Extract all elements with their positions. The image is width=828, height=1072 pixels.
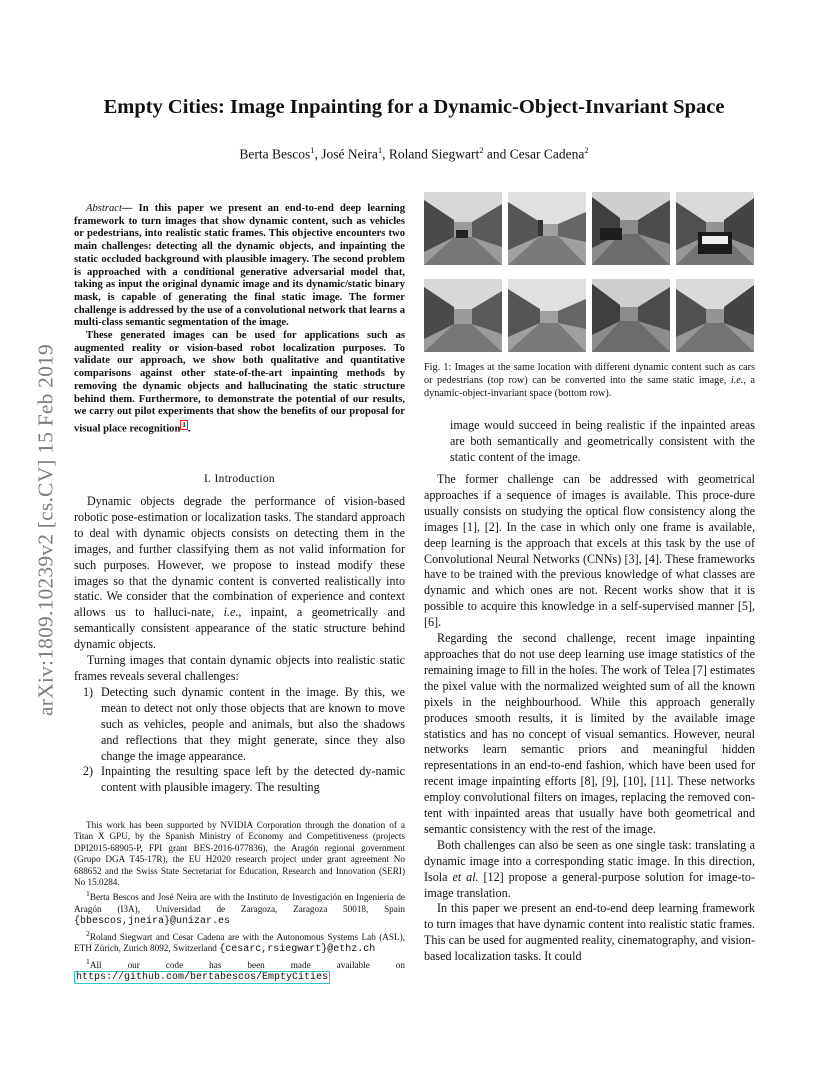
body-paragraph: The former challenge can be addressed with geometrical approaches if a sequence of images is available. This proce-dure usually consists on studying the optical flow consistency along the images [1], [2]. In the case in which only one frame is available, deep learning is the approach that excels at this task by the use of Convolutional Neural Networks (CNNs) [3], [4]. These frameworks have to be trained with the previous knowledge of what classes are dynamic and which ones are not. Recent works show that it is possible to acquire this knowledge in a self-supervised manner [5], [6]. (424, 472, 755, 630)
footnote-affiliation: $^2$Roland Siegwart and Cesar Cadena are with the Autonomous Systems Lab (ASL), ETH Zürich, Zurich 8092, Switzerland {cesarc,rsiegwart}@ethz.ch (74, 928, 405, 956)
street-photo-dynamic (424, 192, 502, 265)
author-affiliation: 1 (310, 145, 315, 155)
arxiv-stamp-text: arXiv:1809.10239v2 [cs.CV] 15 Feb 2019 (33, 344, 58, 716)
footnote-funding: This work has been supported by NVIDIA Corporation through the donation of a Titan X GPU, by the Spanish Ministry of Economy and Competitiveness (projects DPI2015-68905-P, FPI grant BES-2016-077836), the Aragón regional government (Grupo DGA T45-17R), the EU H2020 research project under grant agreement No 688652 and the Swiss State Secretariat for Education, Research and Innovation (SERI) No 15.0284. (74, 820, 405, 888)
footnote-affiliation: $^1$Berta Bescos and José Neira are with the Instituto de Investigación en Ingeniería de Aragón (I3A), Universidad de Zaragoza, Zaragoza 50018, Spain {bbescos,jneira}@unizar.es (74, 889, 405, 928)
author-affiliation: 1 (377, 145, 383, 155)
github-link[interactable]: https://github.com/bertabescos/EmptyCities (76, 972, 329, 984)
figure-1 (424, 192, 755, 352)
street-photo-static (592, 279, 670, 352)
list-item: 2) Inpainting the resulting space left by the detected dy-namic content with plausible imagery. The resulting (83, 764, 405, 795)
arxiv-stamp (26, 285, 66, 775)
author-name: Berta Bescos (239, 146, 311, 162)
street-photo-dynamic (676, 192, 754, 265)
body-paragraph: In this paper we present an end-to-end deep learning framework to turn images that have dynamic content into realistic static frames. This can be used for augmented reality, cinematography, and vision-based localization tasks. It could (424, 901, 755, 964)
author-affiliation: 2 (479, 145, 484, 155)
section-heading: I. Introduction (204, 473, 275, 485)
author-list: Berta Bescos$^1$, José Neira$^1$, Roland Siegwart$^2$ and Cesar Cadena$^2$ (239, 145, 589, 162)
author-name: Cesar Cadena (509, 146, 585, 162)
list-item: 1) Detecting such dynamic content in the image. By this, we mean to detect not only those objects that are known to move such as vehicles, people and animals, but also the shadows and reflections that they might generate, since they also change the image appearance. (83, 684, 405, 763)
body-paragraph: Regarding the second challenge, recent image inpainting approaches that do not use deep learning use image statistics of the remaining image to fill in the holes. The work of Telea [7] estimates the pixel value with the normalized weighted sum of all the known pixels in the neighbourhood. While this approach generally produces smooth results, it is limited by the available image statistics and has no concept of visual semantics. However, neural networks learn semantic priors and meaningful hidden representations in an end-to-end fashion, which have been used for recent image inpainting efforts [8], [9], [10], [11]. These networks employ convolutional filters on images, replacing the removed con-tent with inpainted areas that usually have both geometrical and semantic consistency with the rest of the image. (424, 631, 755, 836)
introduction-body (74, 494, 405, 796)
street-photo-static (508, 279, 586, 352)
author-name: Roland Siegwart (388, 146, 480, 162)
body-paragraph: Dynamic objects degrade the performance of vision-based robotic pose-estimation or localization tasks. The standard approach to deal with dynamic objects consists on detecting them in the images, and further classifying them as not valid information for such purposes. However, we propose to instead modify these images so that the dynamic content is converted realistically into static. We consider that the combination of experience and context allows us to halluci-nate, i.e., inpaint, a geometrically and semantically consistent appearance of the static structure behind dynamic objects. (74, 494, 406, 652)
author-affiliation: 2 (584, 145, 589, 155)
abstract-paragraph: These generated images can be used for applications such as augmented reality or vision-based robot localization purposes. To validate our approach, we show both qualitative and quantitative comparisons against other state-of-the-art inpainting methods by removing the dynamic objects and hallucinating the static structure behind them. Furthermore, to demonstrate the potential of our results, we carry out pilot experiments that show the benefits of our proposal for visual place recognition $^1$ . (74, 330, 405, 435)
list-item-continuation: image would succeed in being realistic if the inpainted areas are both semantically and geometrically consistent with the static content of the image. (450, 418, 755, 464)
street-photo-dynamic (508, 192, 586, 265)
street-photo-static (424, 279, 502, 352)
footnote-code: $^1$All our code has been made available on https://github.com/bertabescos/EmptyCities (76, 956, 405, 984)
email-address: {cesarc,rsiegwart}@ethz.ch (219, 944, 376, 956)
paper-title: Empty Cities: Image Inpainting for a Dynamic-Object-Invariant Space (103, 96, 725, 118)
right-column-body (424, 472, 755, 965)
footnotes (74, 820, 405, 983)
abstract-label: Abstract (86, 203, 122, 214)
author-name: José Neira (321, 146, 378, 162)
body-paragraph: Both challenges can also be seen as one single task: translating a dynamic image into a corresponding static image. In this direction, Isola et al. [12] propose a general-purpose solution for image-to-image translation. (424, 837, 755, 900)
challenge-list (74, 685, 405, 796)
abstract (74, 203, 405, 436)
figure-caption: Fig. 1: Images at the same location with different dynamic content such as cars or pedestrians (top row) can be converted into the same static image, i.e., a dynamic-object-invariant space (bottom row). (424, 362, 755, 400)
abstract-paragraph: Abstract— In this paper we present an end-to-end deep learning framework to turn images that show dynamic content, such as vehicles or pedestrians, into realistic static frames. This objective encounters two main challenges: detecting all the dynamic objects, and inpainting the static occluded background with plausible imagery. The second problem is approached with a conditional generative adversarial model that, taking as input the original dynamic image and its dynamic/static binary mask, is capable of generating the final static image. The former challenge is addressed by the use of a convolutional network that learns a multi-class semantic segmentation of the image. (74, 203, 405, 329)
footnote-ref-link[interactable]: 1 (182, 420, 186, 429)
body-paragraph: Turning images that contain dynamic objects into realistic static frames reveals several challenges: (74, 653, 405, 683)
street-photo-static (676, 279, 754, 352)
email-address: {bbescos,jneira}@unizar.es (74, 916, 231, 928)
street-photo-dynamic (592, 192, 670, 265)
